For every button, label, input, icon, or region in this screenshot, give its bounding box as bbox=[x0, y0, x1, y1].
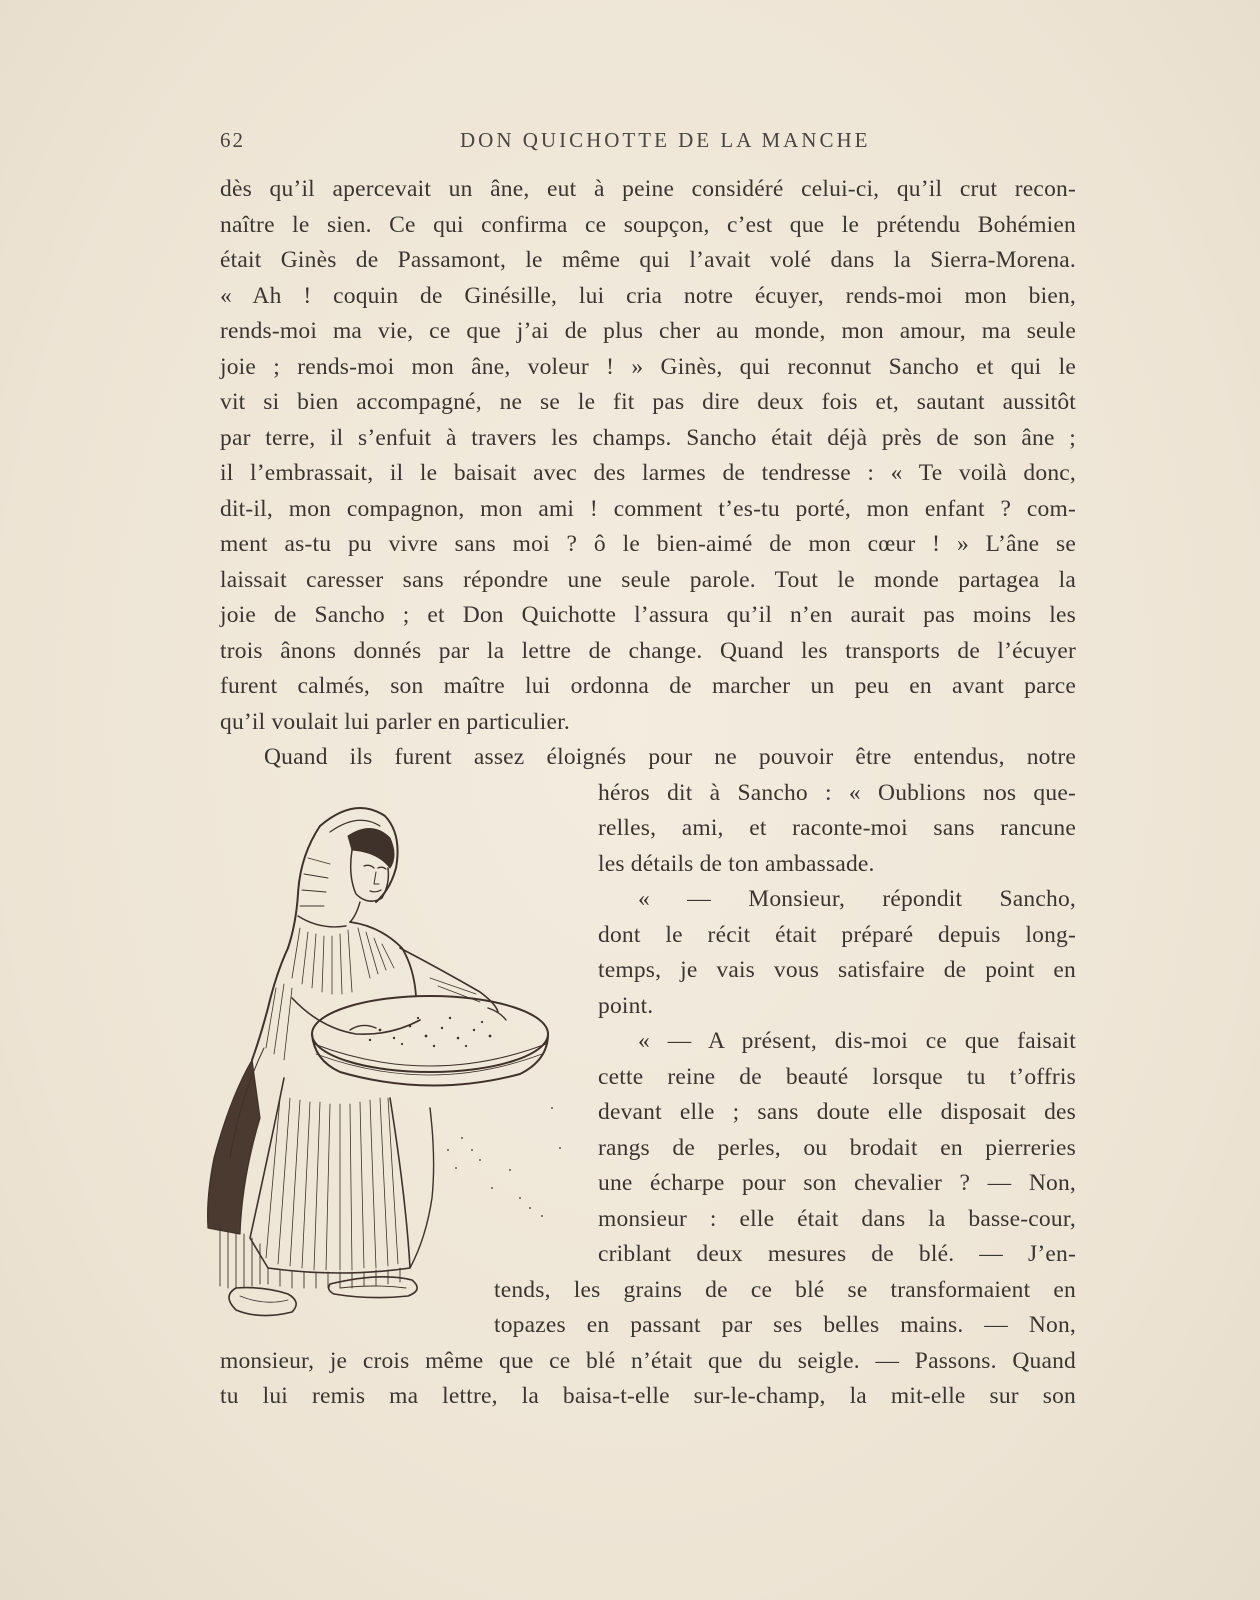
text-line: « Ah ! coquin de Ginésille, lui cria notre écuyer, rends-moi mon bien, bbox=[220, 283, 1076, 309]
text-line: dès qu’il apercevait un âne, eut à peine considéré celui-ci, qu’il crut recon- bbox=[220, 176, 1076, 202]
text-line: rends-moi ma vie, ce que j’ai de plus cher au monde, mon amour, ma seule bbox=[220, 318, 1076, 344]
text-line: joie de Sancho ; et Don Quichotte l’assura qu’il n’en aurait pas moins les bbox=[220, 602, 1076, 628]
text-line: qu’il voulait lui parler en particulier. bbox=[220, 709, 570, 735]
text-line: tends, les grains de ce blé se transformaient en bbox=[494, 1277, 1076, 1303]
text-line: trois ânons donnés par la lettre de change. Quand les transports de l’écuyer bbox=[220, 638, 1076, 664]
text-line: devant elle ; sans doute elle disposait des bbox=[598, 1099, 1076, 1125]
text-line: Quand ils furent assez éloignés pour ne pouvoir être entendus, notre bbox=[264, 744, 1076, 770]
text-line: une écharpe pour son chevalier ? — Non, bbox=[598, 1170, 1076, 1196]
text-line: topazes en passant par ses belles mains. — Non, bbox=[494, 1312, 1076, 1338]
text-line: dit-il, mon compagnon, mon ami ! comment t’es-tu porté, mon enfant ? com- bbox=[220, 496, 1076, 522]
text-line: était Ginès de Passamont, le même qui l’avait volé dans la Sierra-Morena. bbox=[220, 247, 1076, 273]
text-line: relles, ami, et raconte-moi sans rancune bbox=[598, 815, 1076, 841]
text-line: laissait caresser sans répondre une seule parole. Tout le monde partagea la bbox=[220, 567, 1076, 593]
text-line: vit si bien accompagné, ne se le fit pas dire deux fois et, sautant aussitôt bbox=[220, 389, 1076, 415]
text-line: ment as-tu pu vivre sans moi ? ô le bien-aimé de mon cœur ! » L’âne se bbox=[220, 531, 1076, 557]
text-line: criblant deux mesures de blé. — J’en- bbox=[598, 1241, 1076, 1267]
text-line: monsieur : elle était dans la basse-cour, bbox=[598, 1206, 1076, 1232]
text-line: « — Monsieur, répondit Sancho, bbox=[638, 886, 1076, 912]
running-title: DON QUICHOTTE DE LA MANCHE bbox=[460, 128, 871, 152]
text-line: « — A présent, dis-moi ce que faisait bbox=[638, 1028, 1076, 1054]
text-line: cette reine de beauté lorsque tu t’offris bbox=[598, 1064, 1076, 1090]
text-line: rangs de perles, ou brodait en pierreries bbox=[598, 1135, 1076, 1161]
text-line: héros dit à Sancho : « Oublions nos que- bbox=[598, 780, 1076, 806]
text-line: point. bbox=[598, 993, 654, 1019]
text-line: dont le récit était préparé depuis long- bbox=[598, 922, 1076, 948]
text-line: temps, je vais vous satisfaire de point en bbox=[598, 957, 1076, 983]
text-line: furent calmés, son maître lui ordonna de marcher un peu en avant parce bbox=[220, 673, 1076, 699]
text-line: tu lui remis ma lettre, la baisa-t-elle sur-le-champ, la mit-elle sur son bbox=[220, 1383, 1076, 1409]
text-line: naître le sien. Ce qui confirma ce soupçon, c’est que le prétendu Bohémien bbox=[220, 212, 1076, 238]
text-line: par terre, il s’enfuit à travers les champs. Sancho était déjà près de son âne ; bbox=[220, 425, 1076, 451]
text-line: il l’embrassait, il le baisait avec des larmes de tendresse : « Te voilà donc, bbox=[220, 460, 1076, 486]
text-line: monsieur, je crois même que ce blé n’était que du seigle. — Passons. Quand bbox=[220, 1348, 1076, 1374]
page-number: 62 bbox=[220, 128, 245, 152]
text-line: les détails de ton ambassade. bbox=[598, 851, 875, 877]
woman-sifting-grain-illustration bbox=[180, 798, 570, 1338]
text-line: joie ; rends-moi mon âne, voleur ! » Ginès, qui reconnut Sancho et qui le bbox=[220, 354, 1076, 380]
running-header bbox=[220, 128, 1080, 158]
